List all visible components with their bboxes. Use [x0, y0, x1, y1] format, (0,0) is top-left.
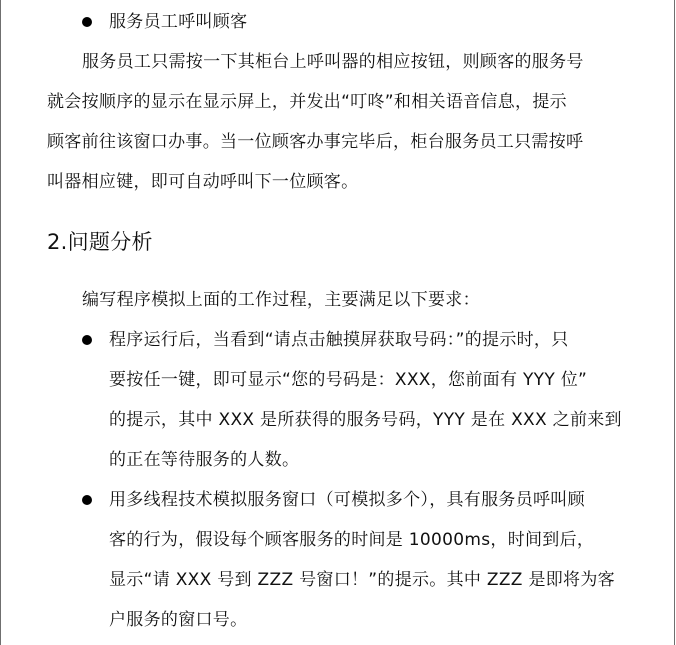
bullet-line: 用多线程技术模拟服务窗口（可模拟多个），具有服务员呼叫顾 — [109, 490, 585, 510]
intro-line: 编写程序模拟上面的工作过程，主要满足以下要求： — [82, 290, 480, 310]
bullet-item-title: 服务员工呼叫顾客 — [109, 12, 248, 32]
bullet-line: 户服务的窗口号。 — [109, 610, 248, 630]
bullet-line: 显示“请 XXX 号到 ZZZ 号窗口！”的提示。其中 ZZZ 是即将为客 — [109, 570, 615, 590]
paragraph-line: 顾客前往该窗口办事。当一位顾客办事完毕后，柜台服务员工只需按呼 — [47, 132, 584, 152]
bullet-dot — [82, 495, 92, 505]
bullet-line: 客的行为，假设每个顾客服务的时间是 10000ms，时间到后， — [109, 530, 595, 550]
bullet-dot — [82, 17, 92, 27]
paragraph-line: 服务员工只需按一下其柜台上呼叫器的相应按钮，则顾客的服务号 — [82, 52, 584, 72]
bullet-line: 的提示，其中 XXX 是所获得的服务号码，YYY 是在 XXX 之前来到 — [109, 410, 622, 430]
paragraph-line: 就会按顺序的显示在显示屏上，并发出“叮咚”和相关语音信息，提示 — [47, 92, 567, 112]
page-left-border — [0, 0, 1, 645]
paragraph-line: 叫器相应键，即可自动呼叫下一位顾客。 — [47, 172, 359, 192]
section-heading: 2.问题分析 — [47, 230, 153, 254]
bullet-line: 的正在等待服务的人数。 — [109, 450, 300, 470]
page-right-border — [674, 0, 675, 645]
bullet-line: 要按任一键，即可显示“您的号码是：XXX，您前面有 YYY 位” — [109, 370, 588, 390]
bullet-dot — [82, 335, 92, 345]
bullet-line: 程序运行后，当看到“请点击触摸屏获取号码：”的提示时，只 — [109, 330, 569, 350]
